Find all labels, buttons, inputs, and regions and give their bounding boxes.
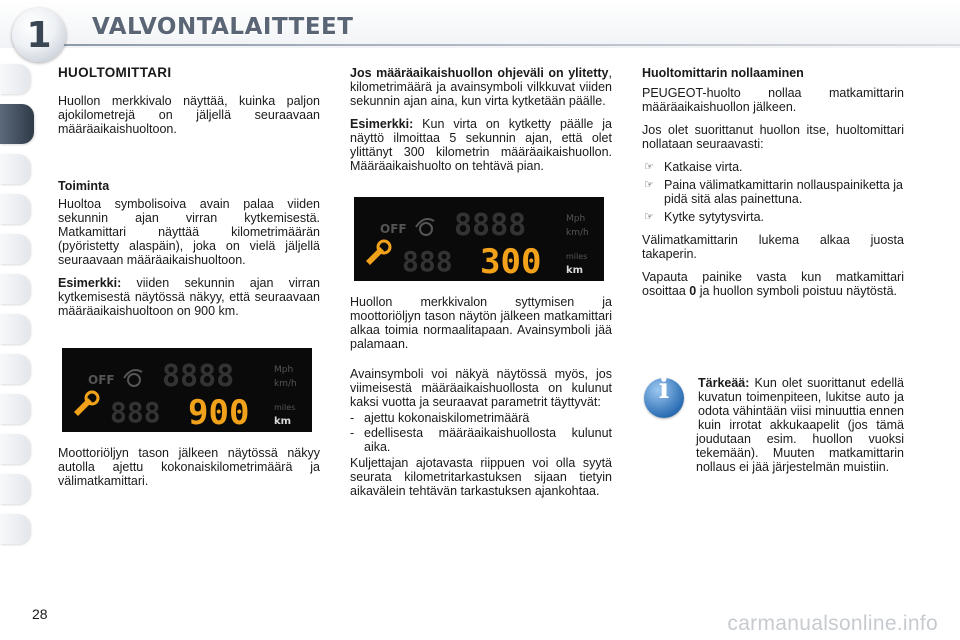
svg-text:888: 888	[402, 245, 453, 278]
chapter-tab[interactable]	[0, 354, 30, 384]
unit-km: km	[566, 265, 584, 276]
lcd-display-300	[354, 197, 604, 281]
reset-p4-zero: 0	[689, 284, 697, 298]
oil-can-icon	[416, 219, 434, 235]
chapter-tab[interactable]	[0, 514, 30, 544]
lcd-display-graphic	[354, 197, 604, 281]
step-text: Paina välimatkamittarin nollauspainiketta ja pidä sitä alas painettuna.	[664, 178, 904, 206]
reset-p4-text-end: ja huollon symboli poistuu näytöstä.	[696, 284, 898, 298]
chapter-tab[interactable]	[0, 314, 30, 344]
info-icon: i	[644, 378, 684, 418]
section-heading: HUOLTOMITTARI	[58, 65, 172, 80]
example-label: Esimerkki:	[58, 276, 122, 290]
svg-text:8888: 8888	[162, 359, 235, 394]
mid-example-text: Kun virta on kytketty päälle ja näyttö ilmoittaa 5 sekunnin ajan, että olet ylittänyt 300 kilometrin määräaikaishuollon. Määräaikaishuolto on tehtävä pian.	[350, 117, 612, 173]
toiminta-heading: Toiminta	[58, 179, 110, 193]
unit-km: km	[274, 416, 292, 427]
chapter-tab-active[interactable]	[0, 104, 34, 144]
wrench-icon	[74, 392, 98, 416]
mid-example-paragraph	[350, 117, 612, 173]
condition-item: - ajettu kokonaiskilometrimäärä	[350, 411, 612, 425]
chapter-tab[interactable]	[0, 434, 30, 464]
chapter-number-badge: 1	[12, 8, 66, 62]
unit-miles: miles	[274, 403, 296, 412]
driver-note-paragraph: Kuljettajan ajotavasta riippuen voi olla syytä seurata kilometritarkastuksen sijaan tietyin aikavälein tehtävän tarkastuksen ajankohtaa.	[350, 456, 612, 498]
lcd-off-label: OFF	[88, 373, 115, 387]
chapter-tab[interactable]	[0, 234, 30, 264]
chapter-tab[interactable]	[0, 474, 30, 504]
unit-kmh: km/h	[274, 379, 297, 389]
chapter-tab-rail	[0, 64, 34, 554]
lcd-display-900	[62, 348, 312, 432]
step-item	[642, 160, 904, 174]
important-label: Tärkeää:	[698, 376, 750, 390]
unit-mph: Mph	[274, 365, 294, 375]
example-text: viiden sekunnin ajan virran kytkemisestä näytössä näkyy, että seuraavaan määräaikaishuoltoon on 900 km.	[58, 276, 320, 318]
reset-p2: Jos olet suorittanut huollon itse, huoltomittari nollataan seuraavasti:	[642, 123, 904, 151]
important-paragraph	[696, 376, 904, 474]
unit-miles: miles	[566, 252, 588, 261]
service-km-value: 900	[188, 393, 250, 432]
reset-p1: PEUGEOT-huolto nollaa matkamittarin määräaikaishuollon jälkeen.	[642, 86, 904, 114]
reset-p3: Välimatkamittarin lukema alkaa juosta takaperin.	[642, 233, 904, 261]
unit-mph: Mph	[566, 214, 586, 224]
overdue-km-value: 300	[480, 242, 542, 281]
dim-digits-top	[454, 208, 526, 243]
left-column	[58, 66, 320, 497]
reset-steps	[642, 160, 904, 224]
pointer-hand-icon: ☞	[644, 179, 654, 191]
dim-digits-top	[162, 359, 234, 394]
svg-text:8888: 8888	[454, 208, 527, 243]
chapter-tab[interactable]	[0, 194, 30, 224]
page-title: VALVONTALAITTEET	[92, 14, 354, 40]
chapter-tab[interactable]	[0, 274, 30, 304]
condition-item: - edellisesta määräaikaishuollosta kulunut aika.	[350, 426, 612, 454]
watermark: carmanualsonline.info	[727, 612, 938, 635]
mid-caption: Huollon merkkivalon syttymisen ja moottoriöljyn tason näytön jälkeen matkamittari alkaa toimia normaalitapaan. Avainsymboli jää palamaan.	[350, 295, 612, 351]
dim-digits-bottom-left	[110, 396, 161, 429]
important-text: Kun olet suorittanut edellä kuvatun toimenpiteen, lukitse auto ja odota vähintään viisi minuuttia ennen kuin irrotat akkukaapelit (jos tämä joudutaan esim. huollon vuoksi tekemään). Muuten matkamittarin nollaus ei jää järjestelmän muistiin.	[696, 376, 904, 474]
mid-example-label: Esimerkki:	[350, 117, 414, 131]
unit-kmh: km/h	[566, 228, 589, 238]
pointer-hand-icon: ☞	[644, 211, 654, 223]
step-text: Kytke sytytysvirta.	[664, 210, 765, 224]
header-underline	[60, 44, 960, 46]
reset-p4-text: Vapauta painike vasta kun matkamittari osoittaa	[642, 270, 904, 298]
right-column	[642, 66, 904, 474]
step-item	[642, 210, 904, 224]
lcd-off-label: OFF	[380, 222, 407, 236]
svg-text:888: 888	[110, 396, 161, 429]
pointer-hand-icon: ☞	[644, 161, 654, 173]
step-item	[642, 178, 904, 206]
lcd-display-graphic	[62, 348, 312, 432]
chapter-tab[interactable]	[0, 64, 30, 94]
oil-can-icon	[124, 370, 142, 386]
middle-column	[350, 66, 612, 507]
wrench-icon	[366, 241, 390, 265]
conditions-list	[350, 411, 612, 454]
step-text: Katkaise virta.	[664, 160, 743, 174]
chapter-tab[interactable]	[0, 154, 30, 184]
page-number: 28	[32, 606, 48, 622]
example-paragraph	[58, 276, 320, 318]
key-visible-paragraph: Avainsymboli voi näkyä näytössä myös, jos viimeisestä määräaikaishuollosta on kulunut kaksi vuotta ja seuraavat parametrit täyttyvät:	[350, 367, 612, 409]
toiminta-paragraph: Huoltoa symbolisoiva avain palaa viiden sekunnin ajan virran kytkemisestä. Matkamittari näyttää kilometrimäärän (pyöristetty alaspäin), joka on vielä jäljellä seuraavaan määräaikaishuoltoon.	[58, 197, 320, 267]
dim-digits-bottom-left	[402, 245, 453, 278]
important-note	[642, 372, 904, 474]
overdue-paragraph	[350, 66, 612, 108]
left-caption: Moottoriöljyn tason jälkeen näytössä näkyy autolla ajettu kokonaiskilometrimäärä ja välimatkamittari.	[58, 446, 320, 488]
reset-p4	[642, 270, 904, 298]
overdue-label: Jos määräaikaishuollon ohjeväli on ylitetty	[350, 66, 609, 80]
chapter-tab[interactable]	[0, 394, 30, 424]
intro-paragraph: Huollon merkkivalo näyttää, kuinka paljon ajokilometrejä on jäljellä seuraavaan määräaikaishuoltoon.	[58, 94, 320, 136]
reset-heading: Huoltomittarin nollaaminen	[642, 66, 804, 80]
overdue-text: , kilometrimäärä ja avainsymboli vilkkuvat viiden sekunnin ajan aina, kun virta kytketään päälle.	[350, 66, 612, 108]
